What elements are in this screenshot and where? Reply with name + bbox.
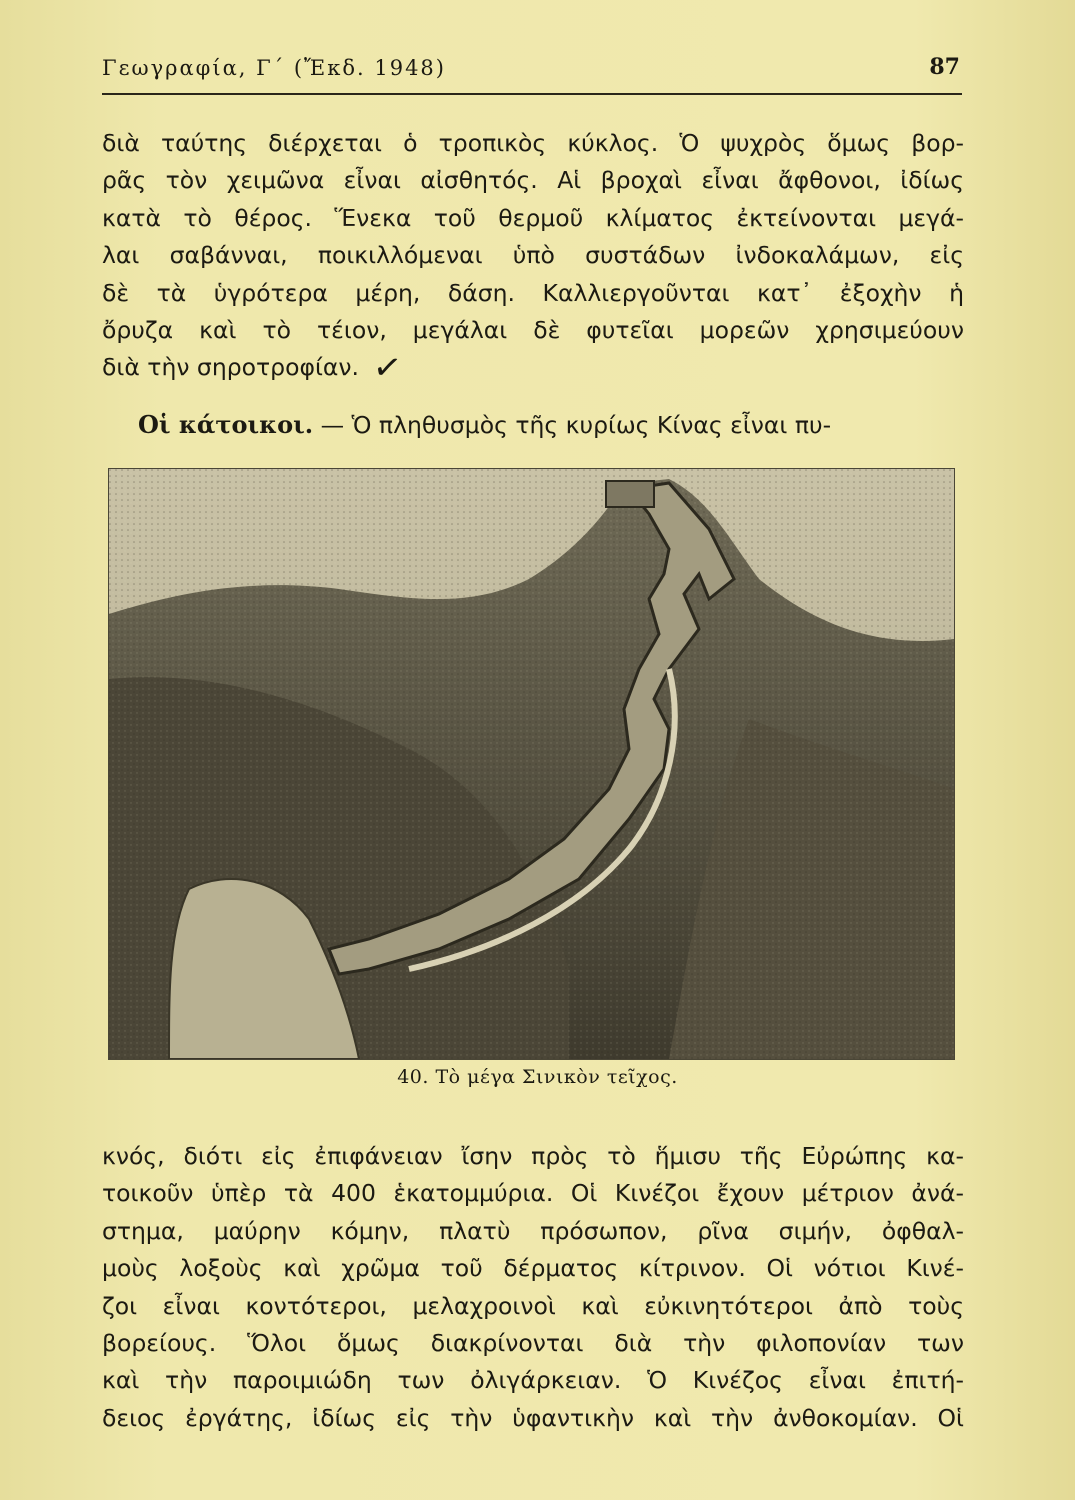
- text-line: ζοι εἶναι κοντότεροι, μελαχροινοὶ καὶ εὐκινητότεροι ἀπὸ τοὺς: [102, 1291, 964, 1320]
- text-line: κατὰ τὸ θέρος. Ἕνεκα τοῦ θερμοῦ κλίματος ἐκτείνονται μεγά-: [102, 203, 964, 232]
- text-line: βορείους. Ὅλοι ὅμως διακρίνονται διὰ τὴν φιλοπονίαν των: [102, 1329, 964, 1358]
- watchtower: [606, 481, 654, 507]
- text-line: λαι σαβάνναι, ποικιλλόμεναι ὑπὸ συστάδων ἰνδοκαλάμων, εἰς: [102, 241, 964, 270]
- text-line-content: διὰ τὴν σηροτροφίαν.: [102, 353, 359, 382]
- text-line: ὄρυζα καὶ τὸ τέιον, μεγάλαι δὲ φυτεῖαι μορεῶν χρησιμεύουν: [102, 316, 964, 345]
- text-line-last: [102, 346, 964, 391]
- text-line: διὰ ταύτης διέρχεται ὁ τροπικὸς κύκλος. Ὁ ψυχρὸς ὅμως βορ-: [102, 129, 964, 157]
- header-rule: [102, 93, 962, 95]
- handwritten-check-mark: ✓: [370, 346, 405, 391]
- great-wall-photo: [108, 468, 955, 1060]
- text-line: δὲ τὰ ὑγρότερα μέρη, δάση. Καλλιεργοῦνται κατ᾽ ἐξοχὴν ἡ: [102, 278, 964, 307]
- page-number: 87: [929, 54, 960, 80]
- text-line: κνός, διότι εἰς ἐπιφάνειαν ἴσην πρὸς τὸ ἥμισυ τῆς Εὐρώπης κα-: [102, 1142, 964, 1170]
- section-heading-line: [138, 410, 964, 439]
- running-header: [102, 52, 962, 86]
- text-line: στημα, μαύρην κόμην, πλατὺ πρόσωπον, ρῖνα σιμήν, ὀφθαλ-: [102, 1216, 964, 1245]
- text-line: καὶ τὴν παροιμιώδη των ὀλιγάρκειαν. Ὁ Κινέζος εἶναι ἐπιτή-: [102, 1366, 964, 1395]
- paragraph-climate: [102, 125, 964, 391]
- header-title: Γεωγραφία, Γ΄ (Ἔκδ. 1948): [102, 56, 446, 80]
- text-line: μοὺς λοξοὺς καὶ χρῶμα τοῦ δέρματος κίτρινον. Οἱ νότιοι Κινέ-: [102, 1254, 964, 1283]
- text-line: τοικοῦν ὑπὲρ τὰ 400 ἑκατομμύρια. Οἱ Κινέζοι ἔχουν μέτριον ἀνά-: [102, 1179, 964, 1208]
- section-heading-text: — Ὁ πληθυσμὸς τῆς κυρίως Κίνας εἶναι πυ-: [320, 411, 832, 439]
- section-heading: Οἱ κάτοικοι.: [138, 410, 314, 439]
- text-line: δειος ἐργάτης, ἰδίως εἰς τὴν ὑφαντικὴν καὶ τὴν ἀνθοκομίαν. Οἱ: [102, 1403, 964, 1432]
- paragraph-inhabitants: [102, 1138, 964, 1437]
- text-line: ρᾶς τὸν χειμῶνα εἶναι αἰσθητός. Αἱ βροχαὶ εἶναι ἄφθονοι, ἰδίως: [102, 166, 964, 195]
- figure-caption: 40. Τὸ μέγα Σινικὸν τεῖχος.: [397, 1066, 678, 1088]
- great-wall-illustration: [109, 469, 954, 1059]
